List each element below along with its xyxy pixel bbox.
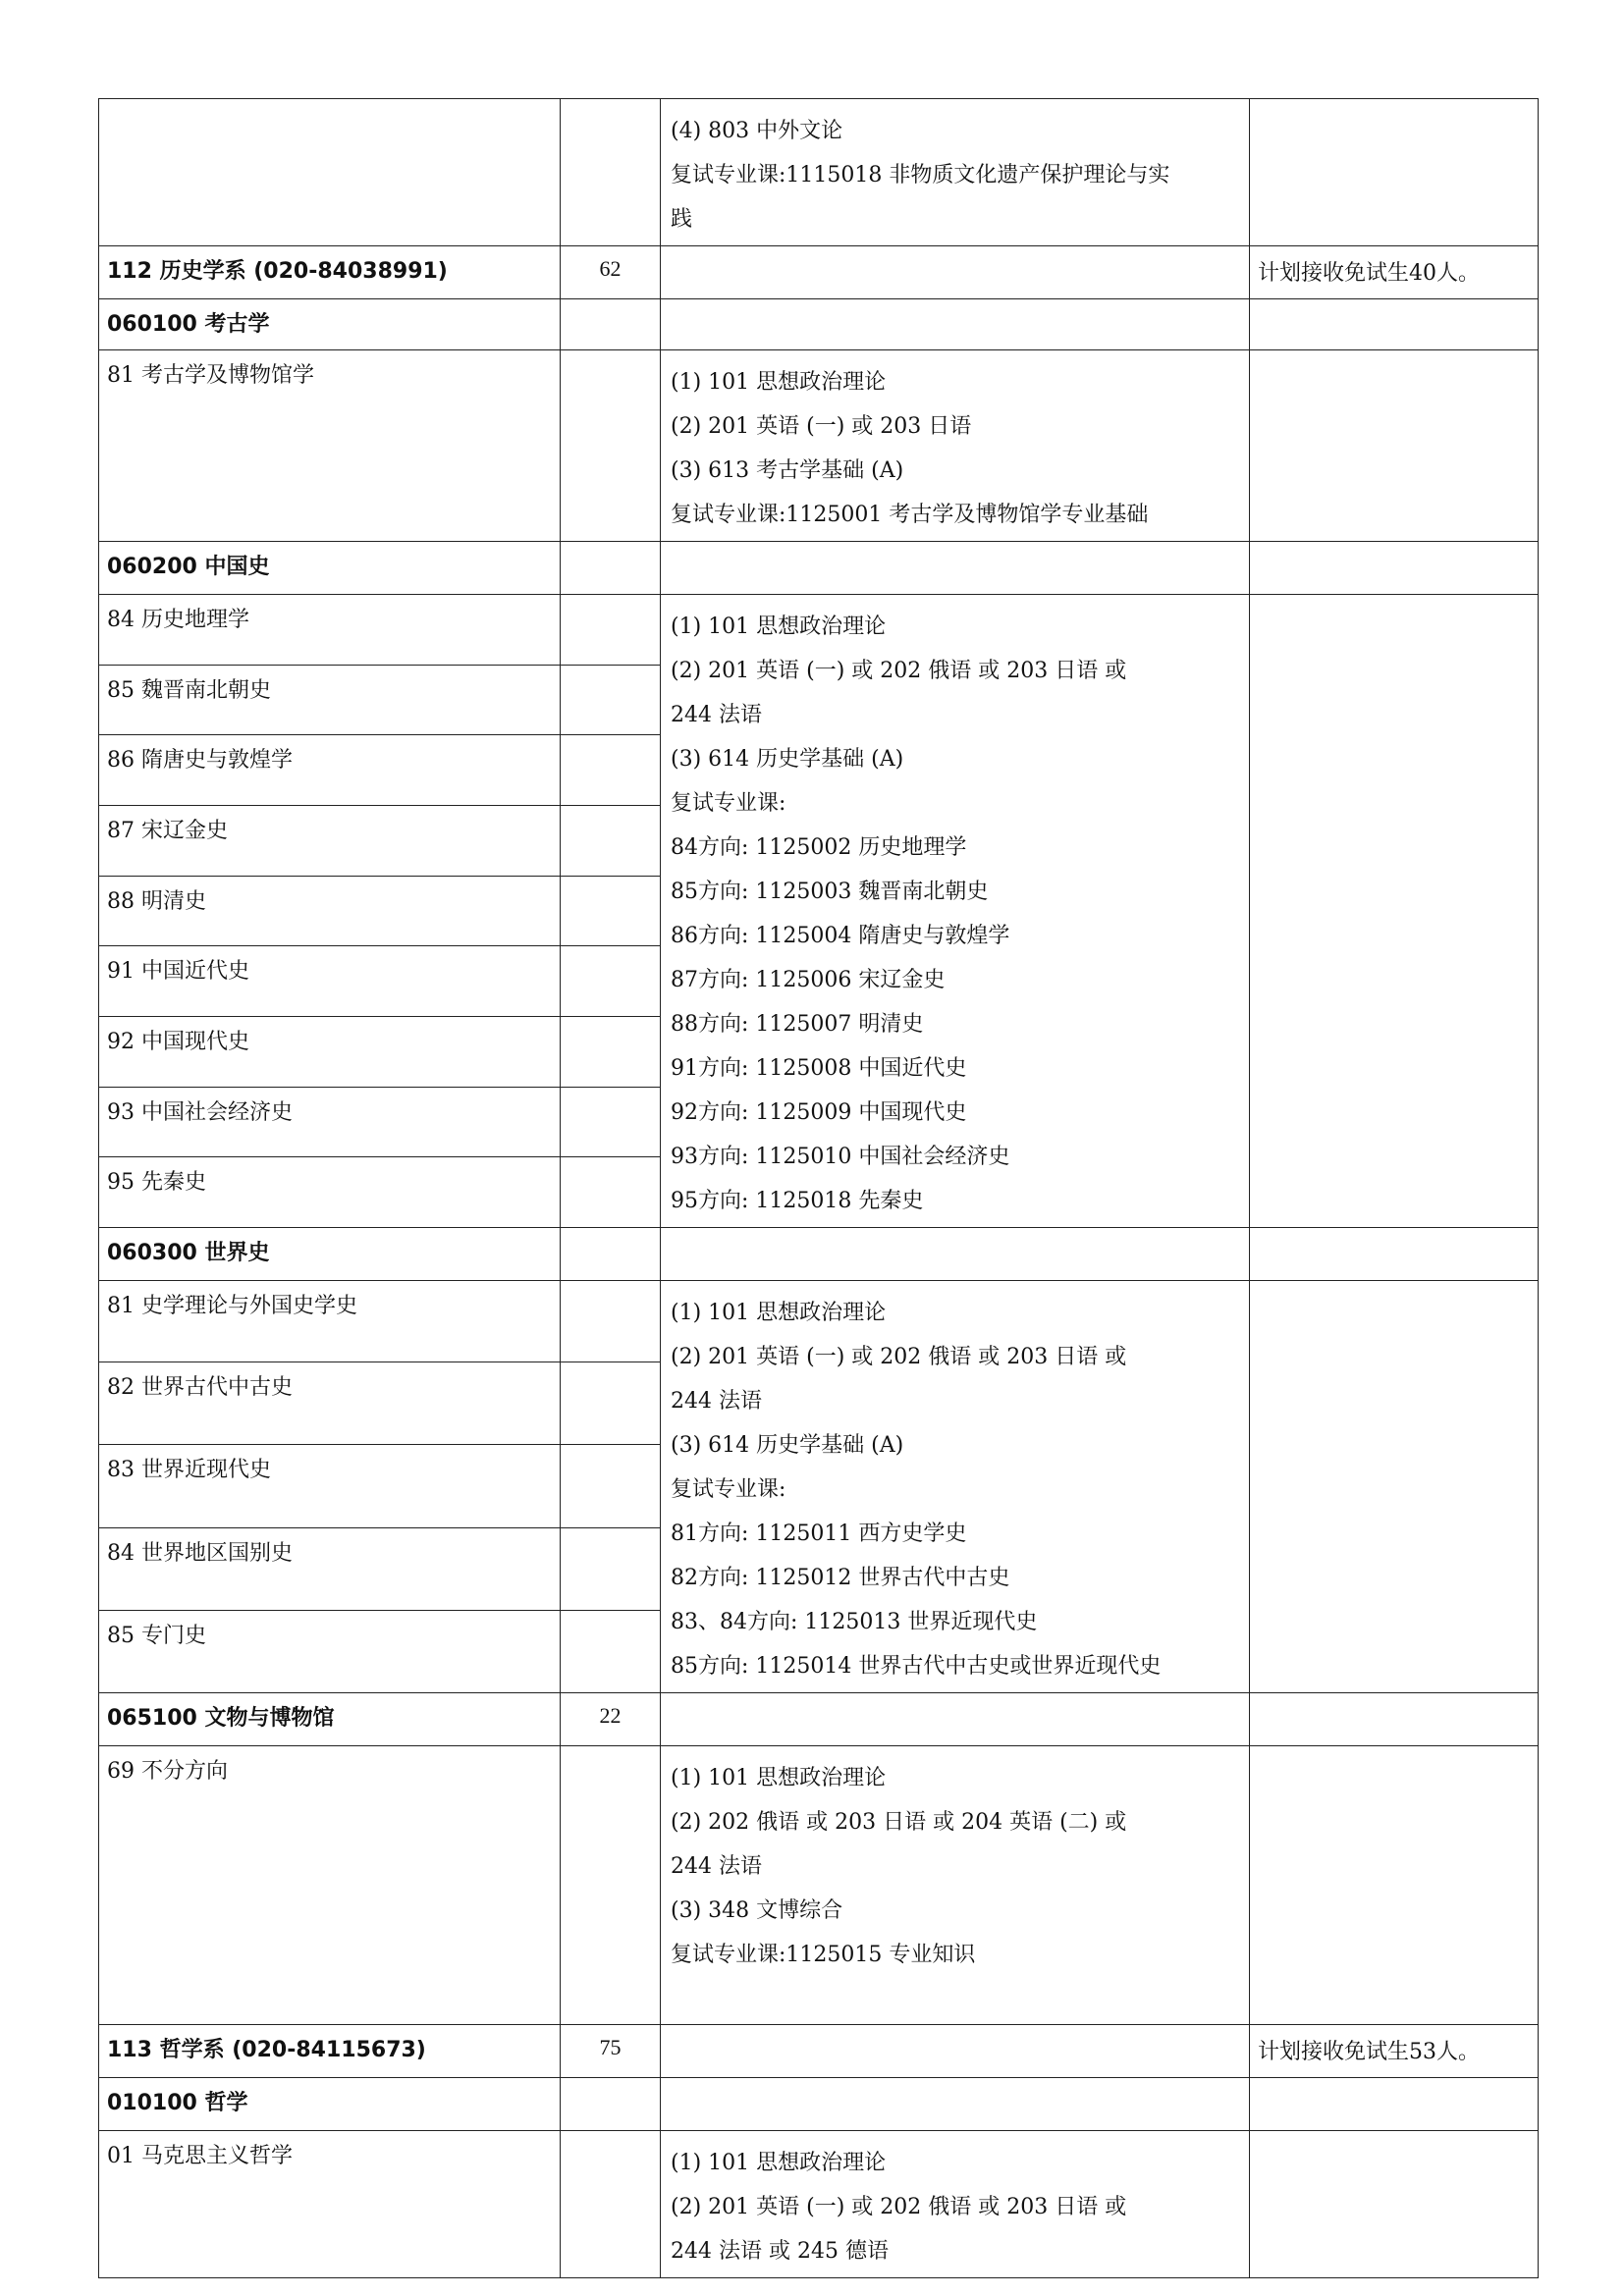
course-line: 践: [671, 207, 693, 232]
major-title: 060200 中国史: [99, 542, 561, 595]
course-line: 复试专业课:: [671, 791, 786, 816]
quota-value: 22: [561, 1693, 661, 1746]
quota-cell: [561, 1610, 661, 1692]
course-line: 88方向: 1125007 明清史: [671, 1012, 924, 1037]
course-line: (4) 803 中外文论: [671, 119, 843, 143]
course-line: (2) 202 俄语 或 203 日语 或 204 英语 (二) 或: [671, 1810, 1127, 1835]
major-row: [99, 299, 1539, 350]
note-cell: [1250, 542, 1539, 595]
exam-courses-cell: [661, 1228, 1250, 1281]
note-cell: [1250, 2078, 1539, 2131]
note-text: 计划接收免试生53人。: [1250, 2025, 1539, 2078]
major-title: 060300 世界史: [99, 1228, 561, 1281]
exam-courses-cell: [661, 2025, 1250, 2078]
course-line: 复试专业课:1125015 专业知识: [671, 1943, 976, 1967]
quota-cell: [561, 1087, 661, 1157]
course-line: 87方向: 1125006 宋辽金史: [671, 968, 946, 992]
direction-name: 83 世界近现代史: [99, 1445, 561, 1527]
exam-courses-cell: [661, 2131, 1250, 2278]
course-line: 95方向: 1125018 先秦史: [671, 1189, 924, 1213]
course-line: 244 法语: [671, 1854, 762, 1879]
course-line: 92方向: 1125009 中国现代史: [671, 1100, 967, 1125]
quota-cell: [561, 665, 661, 735]
quota-cell: [561, 2131, 661, 2278]
course-line: 81方向: 1125011 西方史学史: [671, 1522, 967, 1546]
note-cell: [1250, 350, 1539, 542]
exam-courses-cell: [661, 595, 1250, 1228]
direction-name: 81 史学理论与外国史学史: [99, 1281, 561, 1362]
course-line: 93方向: 1125010 中国社会经济史: [671, 1145, 1010, 1169]
exam-courses-cell: [661, 2078, 1250, 2131]
exam-courses-cell: [661, 1693, 1250, 1746]
quota-value: 62: [561, 246, 661, 299]
course-line: (3) 348 文博综合: [671, 1898, 843, 1923]
course-line: (1) 101 思想政治理论: [671, 614, 887, 639]
quota-cell: [561, 735, 661, 806]
course-line: (1) 101 思想政治理论: [671, 1301, 887, 1325]
course-line: (1) 101 思想政治理论: [671, 2151, 887, 2175]
course-line: 84方向: 1125002 历史地理学: [671, 835, 967, 860]
major-row: [99, 1228, 1539, 1281]
direction-name: 84 历史地理学: [99, 595, 561, 666]
course-line: (2) 201 英语 (一) 或 203 日语: [671, 414, 972, 439]
course-line: (3) 613 考古学基础 (A): [671, 458, 904, 483]
direction-row: [99, 1746, 1539, 2025]
direction-name: 95 先秦史: [99, 1157, 561, 1228]
exam-courses-cell: [661, 99, 1250, 246]
direction-name: 85 专门史: [99, 1610, 561, 1692]
course-line: 244 法语: [671, 703, 762, 727]
course-line: 82方向: 1125012 世界古代中古史: [671, 1566, 1010, 1590]
direction-name: 84 世界地区国别史: [99, 1527, 561, 1610]
note-cell: [1250, 1693, 1539, 1746]
course-line: (2) 201 英语 (一) 或 202 俄语 或 203 日语 或: [671, 1345, 1127, 1369]
exam-courses-cell: [661, 1746, 1250, 2025]
quota-cell: [561, 1445, 661, 1527]
course-line: 91方向: 1125008 中国近代史: [671, 1056, 967, 1081]
direction-cell: [99, 99, 561, 246]
major-title: 010100 哲学: [99, 2078, 561, 2131]
direction-name: 88 明清史: [99, 876, 561, 946]
table-row: [99, 99, 1539, 246]
admissions-table: [98, 98, 1539, 2278]
note-cell: [1250, 299, 1539, 350]
department-row: [99, 246, 1539, 299]
quota-cell: [561, 99, 661, 246]
major-row: [99, 1693, 1539, 1746]
department-title: 112 历史学系 (020-84038991): [99, 246, 561, 299]
exam-courses-cell: [661, 1281, 1250, 1693]
course-line: 244 法语 或 245 德语: [671, 2239, 889, 2264]
note-cell: [1250, 1281, 1539, 1693]
direction-row: [99, 2131, 1539, 2278]
note-cell: [1250, 99, 1539, 246]
quota-cell: [561, 1527, 661, 1610]
note-cell: [1250, 1746, 1539, 2025]
quota-cell: [561, 1228, 661, 1281]
course-line: (2) 201 英语 (一) 或 202 俄语 或 203 日语 或: [671, 2195, 1127, 2219]
course-line: (1) 101 思想政治理论: [671, 370, 887, 395]
quota-cell: [561, 1362, 661, 1445]
course-line: 85方向: 1125014 世界古代中古史或世界近现代史: [671, 1654, 1162, 1679]
quota-cell: [561, 350, 661, 542]
direction-name: 86 隋唐史与敦煌学: [99, 735, 561, 806]
course-line: (3) 614 历史学基础 (A): [671, 1433, 904, 1458]
direction-name: 85 魏晋南北朝史: [99, 665, 561, 735]
quota-cell: [561, 542, 661, 595]
exam-courses-cell: [661, 299, 1250, 350]
course-line: 85方向: 1125003 魏晋南北朝史: [671, 880, 989, 904]
department-row: [99, 2025, 1539, 2078]
course-line: 86方向: 1125004 隋唐史与敦煌学: [671, 924, 1010, 948]
course-line: (1) 101 思想政治理论: [671, 1766, 887, 1790]
quota-cell: [561, 1281, 661, 1362]
quota-cell: [561, 876, 661, 946]
direction-row: [99, 1281, 1539, 1362]
course-line: 复试专业课:: [671, 1477, 786, 1502]
quota-cell: [561, 2078, 661, 2131]
major-row: [99, 542, 1539, 595]
major-row: [99, 2078, 1539, 2131]
direction-name: 69 不分方向: [99, 1746, 561, 2025]
course-line: 复试专业课:1125001 考古学及博物馆学专业基础: [671, 503, 1149, 527]
note-cell: [1250, 1228, 1539, 1281]
exam-courses-cell: [661, 246, 1250, 299]
quota-cell: [561, 1746, 661, 2025]
direction-name: 81 考古学及博物馆学: [99, 350, 561, 542]
quota-cell: [561, 595, 661, 666]
quota-value: 75: [561, 2025, 661, 2078]
course-line: (2) 201 英语 (一) 或 202 俄语 或 203 日语 或: [671, 659, 1127, 683]
department-title: 113 哲学系 (020-84115673): [99, 2025, 561, 2078]
note-cell: [1250, 2131, 1539, 2278]
direction-name: 92 中国现代史: [99, 1016, 561, 1087]
quota-cell: [561, 1157, 661, 1228]
quota-cell: [561, 1016, 661, 1087]
course-line: 244 法语: [671, 1389, 762, 1414]
exam-courses-cell: [661, 350, 1250, 542]
note-cell: [1250, 595, 1539, 1228]
major-title: 065100 文物与博物馆: [99, 1693, 561, 1746]
quota-cell: [561, 299, 661, 350]
direction-row: [99, 350, 1539, 542]
direction-name: 87 宋辽金史: [99, 805, 561, 876]
direction-name: 93 中国社会经济史: [99, 1087, 561, 1157]
direction-name: 82 世界古代中古史: [99, 1362, 561, 1445]
course-line: 复试专业课:1115018 非物质文化遗产保护理论与实: [671, 163, 1170, 187]
direction-name: 01 马克思主义哲学: [99, 2131, 561, 2278]
direction-name: 91 中国近代史: [99, 946, 561, 1017]
major-title: 060100 考古学: [99, 299, 561, 350]
note-text: 计划接收免试生40人。: [1250, 246, 1539, 299]
course-line: (3) 614 历史学基础 (A): [671, 747, 904, 772]
direction-row: [99, 595, 1539, 666]
quota-cell: [561, 946, 661, 1017]
quota-cell: [561, 805, 661, 876]
exam-courses-cell: [661, 542, 1250, 595]
course-line: 83、84方向: 1125013 世界近现代史: [671, 1610, 1038, 1634]
